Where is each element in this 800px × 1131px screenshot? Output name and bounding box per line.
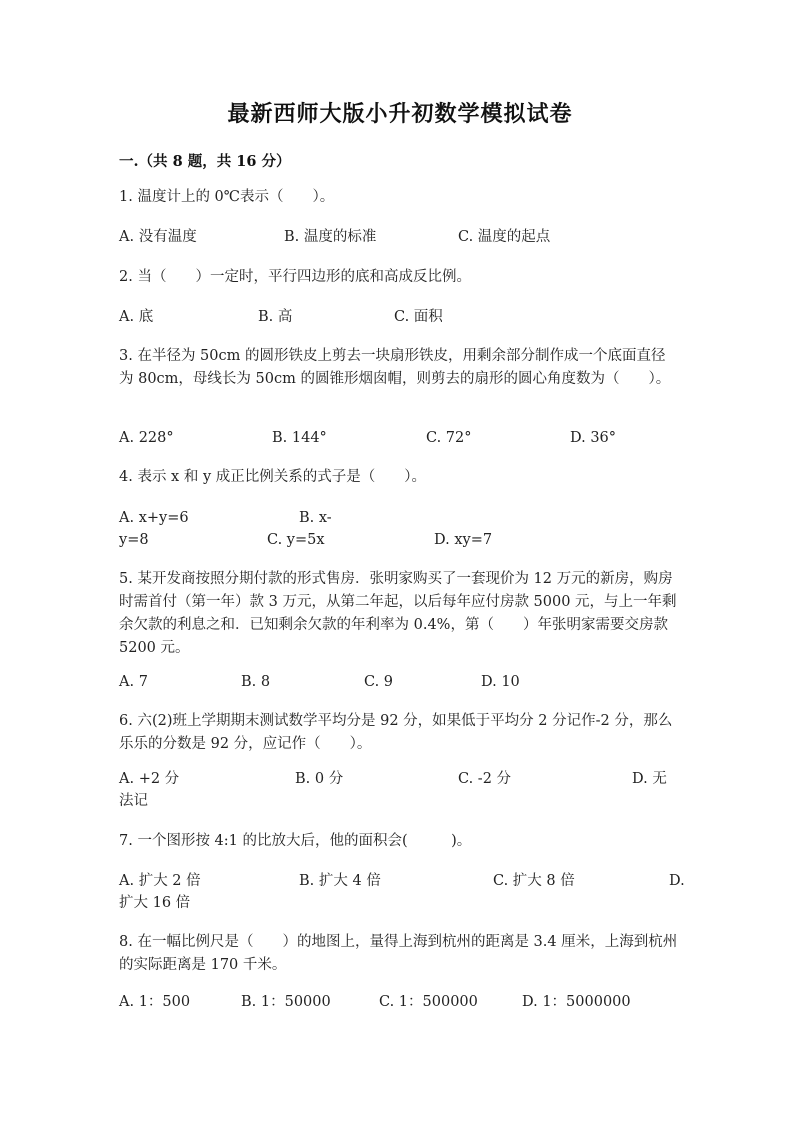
page-title: 最新西师大版小升初数学模拟试卷 (227, 101, 573, 127)
option-c: C. 72° (426, 430, 472, 446)
question-2: 2. 当（ ）一定时，平行四边形的底和高成反比例。 (119, 269, 471, 285)
question-8: 8. 在一幅比例尺是（ ）的地图上，量得上海到杭州的距离是 3.4 厘米，上海到杭州的实际距离是 170 千米。 (119, 934, 678, 973)
option-d: D. xy=7 (434, 532, 493, 548)
question-6: 6. 六(2)班上学期期末测试数学平均分是 92 分，如果低于平均分 2 分记作-2 分，那么乐乐的分数是 92 分，应记作（ ）。 (119, 713, 673, 752)
option-d: D. 10 (481, 674, 520, 690)
question-8-options (119, 991, 699, 1014)
question-3-options (119, 427, 699, 450)
question-5: 5. 某开发商按照分期付款的形式售房．张明家购买了一套现价为 12 万元的新房，购房时需首付（第一年）款 3 万元，从第二年起，以后每年应付房款 5000 元，与上一年剩余欠款的利息之和．已知剩余欠款的年利率为 0.4%，第（ ）年张明家需要交房款 5200 元。 (119, 571, 677, 656)
option-b: B. 高 (258, 309, 293, 325)
option-d: D. 无 (632, 771, 667, 787)
option-a: A. x+y=6 (119, 510, 189, 526)
option-b: B. 8 (241, 674, 271, 690)
question-5-options (119, 671, 699, 694)
option-b: B. 扩大 4 倍 (299, 873, 381, 889)
option-c: C. y=5x (267, 532, 325, 548)
option-d-continued: 扩大 16 倍 (119, 895, 191, 911)
option-a: A. 没有温度 (119, 229, 197, 245)
question-7: 7. 一个图形按 4:1 的比放大后，他的面积会( )。 (119, 833, 472, 849)
option-b: B. 温度的标准 (284, 229, 377, 245)
option-a: A. 1：500 (119, 994, 191, 1010)
option-a: A. 底 (119, 309, 154, 325)
question-1-options (119, 226, 699, 249)
option-d: D. (669, 873, 685, 889)
option-a: A. 228° (119, 430, 174, 446)
option-c: C. -2 分 (458, 771, 512, 787)
question-7-options (119, 870, 699, 893)
option-a: A. 扩大 2 倍 (119, 873, 201, 889)
question-4-options-line-1 (119, 507, 699, 530)
option-b: B. x- (299, 510, 332, 526)
option-c: C. 9 (364, 674, 394, 690)
question-3: 3. 在半径为 50cm 的圆形铁皮上剪去一块扇形铁皮，用剩余部分制作成一个底面直径为 80cm，母线长为 50cm 的圆锥形烟囱帽，则剪去的扇形的圆心角度数为（ ）。 (119, 348, 671, 387)
section-heading: 一.（共 8 题，共 16 分） (119, 153, 291, 170)
option-d: D. 1：5000000 (522, 994, 631, 1010)
option-c: C. 温度的起点 (458, 229, 551, 245)
question-1: 1. 温度计上的 0℃表示（ ）。 (119, 189, 335, 205)
option-d-continued: 法记 (119, 793, 148, 809)
question-6-options (119, 768, 699, 791)
option-b: B. 144° (272, 430, 327, 446)
option-b: B. 0 分 (295, 771, 344, 787)
option-b: B. 1：50000 (241, 994, 331, 1010)
question-2-options (119, 306, 699, 329)
option-a: A. 7 (119, 674, 148, 690)
question-4: 4. 表示 x 和 y 成正比例关系的式子是（ ）。 (119, 469, 426, 485)
option-c: C. 面积 (394, 309, 443, 325)
option-d: D. 36° (570, 430, 617, 446)
option-c: C. 扩大 8 倍 (493, 873, 575, 889)
option-a: A. +2 分 (119, 771, 180, 787)
option-b-continued: y=8 (119, 532, 149, 548)
option-c: C. 1：500000 (379, 994, 478, 1010)
question-4-options-line-2 (119, 529, 699, 552)
